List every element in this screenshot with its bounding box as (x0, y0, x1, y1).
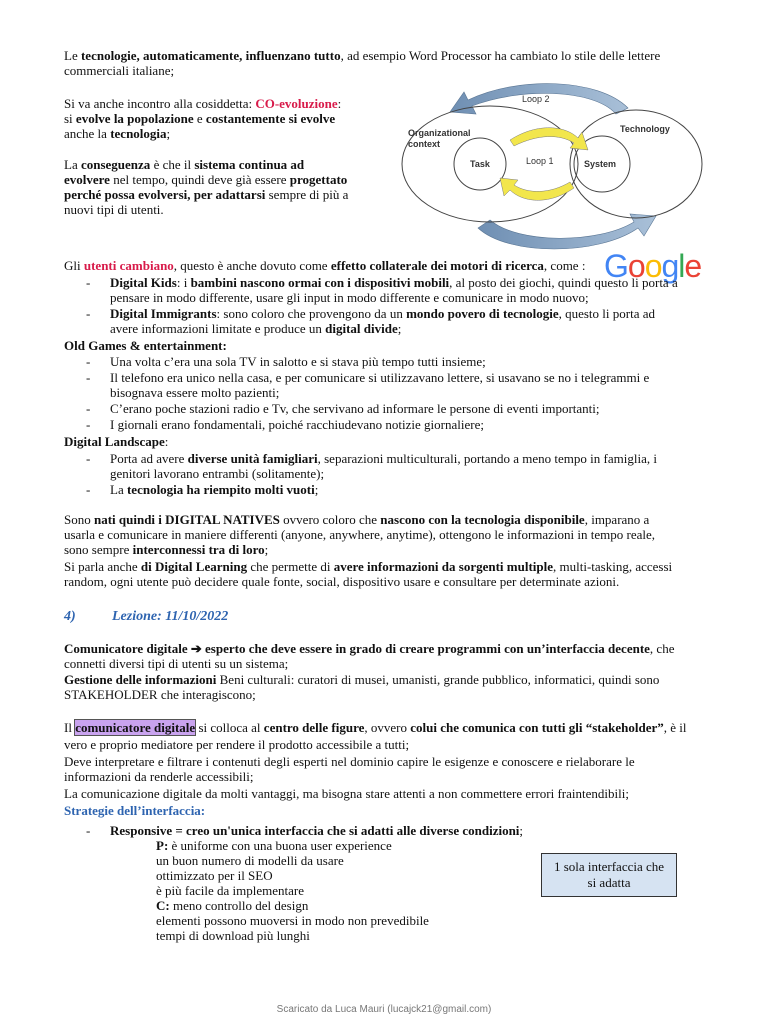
digital-kids-line-2: pensare in modo differente, usare gli input in modo differente e comunicare in modo nuovo; (110, 290, 589, 305)
role-line-2: vero e proprio mediatore per rendere il prodotto accessibile a tutti; (64, 737, 410, 752)
consequence-line-4: nuovi tipi di utenti. (64, 202, 164, 217)
organizational-label-2: context (408, 139, 441, 149)
role-line-3: Deve interpretare e filtrare i contenuti degli esperti nel dominio capire le esigenze e conoscere e rielaborare le (64, 754, 635, 769)
old-games-item-2a: Il telefono era unico nella casa, e per comunicare si utilizzavano lettere, si usavano se no i telegrammi e (110, 370, 650, 385)
strategies-title: Strategie dell’interfaccia: (64, 803, 206, 818)
consequence-line-3: perché possa evolversi, per adattarsi sempre di più a (64, 187, 349, 202)
technology-label: Technology (620, 124, 670, 134)
lesson-title: Lezione: 11/10/2022 (112, 609, 229, 624)
coevolution-line-3: anche la tecnologia; (64, 126, 171, 141)
bullet-dash: - (86, 354, 91, 369)
coevolution-line-2: si evolve la popolazione e costantemente si evolve (64, 111, 336, 126)
role-line-5: La comunicazione digitale da molti vantaggi, ma bisogna stare attenti a non commettere errori fraintendibili; (64, 786, 629, 801)
old-games-item-1: Una volta c’era una sola TV in salotto e si stava più tempo tutti insieme; (110, 354, 486, 369)
loop1-label: Loop 1 (526, 156, 554, 166)
comm-line-4: STAKEHOLDER che interagiscono; (64, 687, 256, 702)
pro-line-4: è più facile da implementare (156, 883, 304, 898)
intro-line-1: Le tecnologie, automaticamente, influenzano tutto, ad esempio Word Processor ha cambiato lo stile delle lettere (64, 48, 661, 63)
organizational-label-1: Organizational (408, 128, 471, 138)
natives-line-5: random, ogni utente può decidere quale fonte, social, dispositivo usare e consultare per determinate azioni. (64, 574, 620, 589)
old-games-item-3: C’erano poche stazioni radio e Tv, che servivano ad informare le persone di eventi importanti; (110, 401, 600, 416)
bullet-dash: - (86, 306, 91, 321)
system-label: System (584, 159, 617, 169)
consequence-line-2: evolvere nel tempo, quindi deve già essere progettato (64, 172, 348, 187)
note-line-2: si adatta (587, 875, 631, 890)
digital-landscape-title: Digital Landscape: (64, 434, 169, 449)
bullet-dash: - (86, 823, 91, 838)
landscape-item-1b: genitori lavorano entrambi (solitamente); (110, 466, 325, 481)
bullet-dash: - (86, 482, 91, 497)
natives-line-1: Sono nati quindi i DIGITAL NATIVES ovvero coloro che nascono con la tecnologia disponibile, imparano a (64, 512, 650, 527)
bullet-dash: - (86, 275, 91, 290)
pro-line-2: un buon numero di modelli da usare (156, 853, 344, 868)
intro-line-2: commerciali italiane; (64, 63, 175, 78)
loop2-arrow-bottom (478, 214, 656, 249)
bullet-dash: - (86, 370, 91, 385)
google-logo: Google (604, 248, 702, 284)
coevolution-diagram (398, 78, 710, 254)
pro-line-3: ottimizzato per il SEO (156, 868, 273, 883)
task-label: Task (470, 159, 490, 169)
role-line-1: Il comunicatore digitale si colloca al centro delle figure, ovvero colui che comunica con tutti gli “stakeholder”, è il (64, 720, 687, 735)
con-line-2: elementi possono muoversi in modo non prevedibile (156, 913, 429, 928)
download-footer: Scaricato da Luca Mauri (lucajck21@gmail.com) (276, 1004, 492, 1015)
con-line-1: C: meno controllo del design (156, 898, 309, 913)
comm-line-2: connetti diversi tipi di utenti su un sistema; (64, 656, 289, 671)
bullet-dash: - (86, 417, 91, 432)
old-games-title: Old Games & entertainment: (64, 338, 227, 353)
digital-immigrants-line-2: avere informazioni limitate e produce un digital divide; (110, 321, 402, 336)
comm-line-3: Gestione delle informazioni Beni culturali: curatori di musei, umanisti, grande pubblico, informatici, quindi sono (64, 672, 660, 687)
users-change-line: Gli utenti cambiano, questo è anche dovuto come effetto collaterale dei motori di ricerca, come : (64, 258, 586, 273)
note-line-1: 1 sola interfaccia che (553, 859, 665, 874)
loop1-arrow-top (510, 128, 588, 150)
bullet-dash: - (86, 451, 91, 466)
responsive-line: Responsive = creo un'unica interfaccia che si adatti alle diverse condizioni; (110, 823, 524, 838)
single-interface-note (541, 853, 677, 897)
digital-kids-line-1: Digital Kids: i bambini nascono ormai con i dispositivi mobili, al posto dei giochi, quindi questo li porta a (110, 275, 678, 290)
old-games-item-4: I giornali erano fondamentali, poiché racchiudevano notizie giornaliere; (110, 417, 484, 432)
pro-line-1: P: è uniforme con una buona user experience (156, 838, 392, 853)
bullet-dash: - (86, 401, 91, 416)
loop2-label: Loop 2 (522, 94, 550, 104)
lesson-number: 4) (64, 609, 76, 624)
role-line-4: informazioni da renderle accessibili; (64, 769, 254, 784)
consequence-line-1: La conseguenza è che il sistema continua ad (64, 157, 305, 172)
con-line-3: tempi di download più lunghi (156, 928, 310, 943)
digital-immigrants-line-1: Digital Immigrants: sono coloro che provengono da un mondo povero di tecnologie, questo li porta ad (110, 306, 655, 321)
landscape-item-2: La tecnologia ha riempito molti vuoti; (110, 482, 319, 497)
old-games-item-2b: bisognava essere molto pazienti; (110, 385, 280, 400)
natives-line-3: sono sempre interconnessi tra di loro; (64, 542, 269, 557)
natives-line-4: Si parla anche di Digital Learning che permette di avere informazioni da sorgenti multiple, multi-tasking, accessi (64, 559, 673, 574)
landscape-item-1a: Porta ad avere diverse unità famigliari, separazioni multiculturali, portando a meno tempo in famiglia, i (110, 451, 657, 466)
comm-line-1: Comunicatore digitale ➔ esperto che deve essere in grado di creare programmi con un’interfaccia decente, che (64, 641, 675, 656)
coevolution-line-1: Si va anche incontro alla cosiddetta: CO-evoluzione: (64, 96, 342, 111)
natives-line-2: usarla e comunicare in maniere differenti (anyone, anywhere, anytime), ottengono le informazioni in tempo reale, (64, 527, 656, 542)
